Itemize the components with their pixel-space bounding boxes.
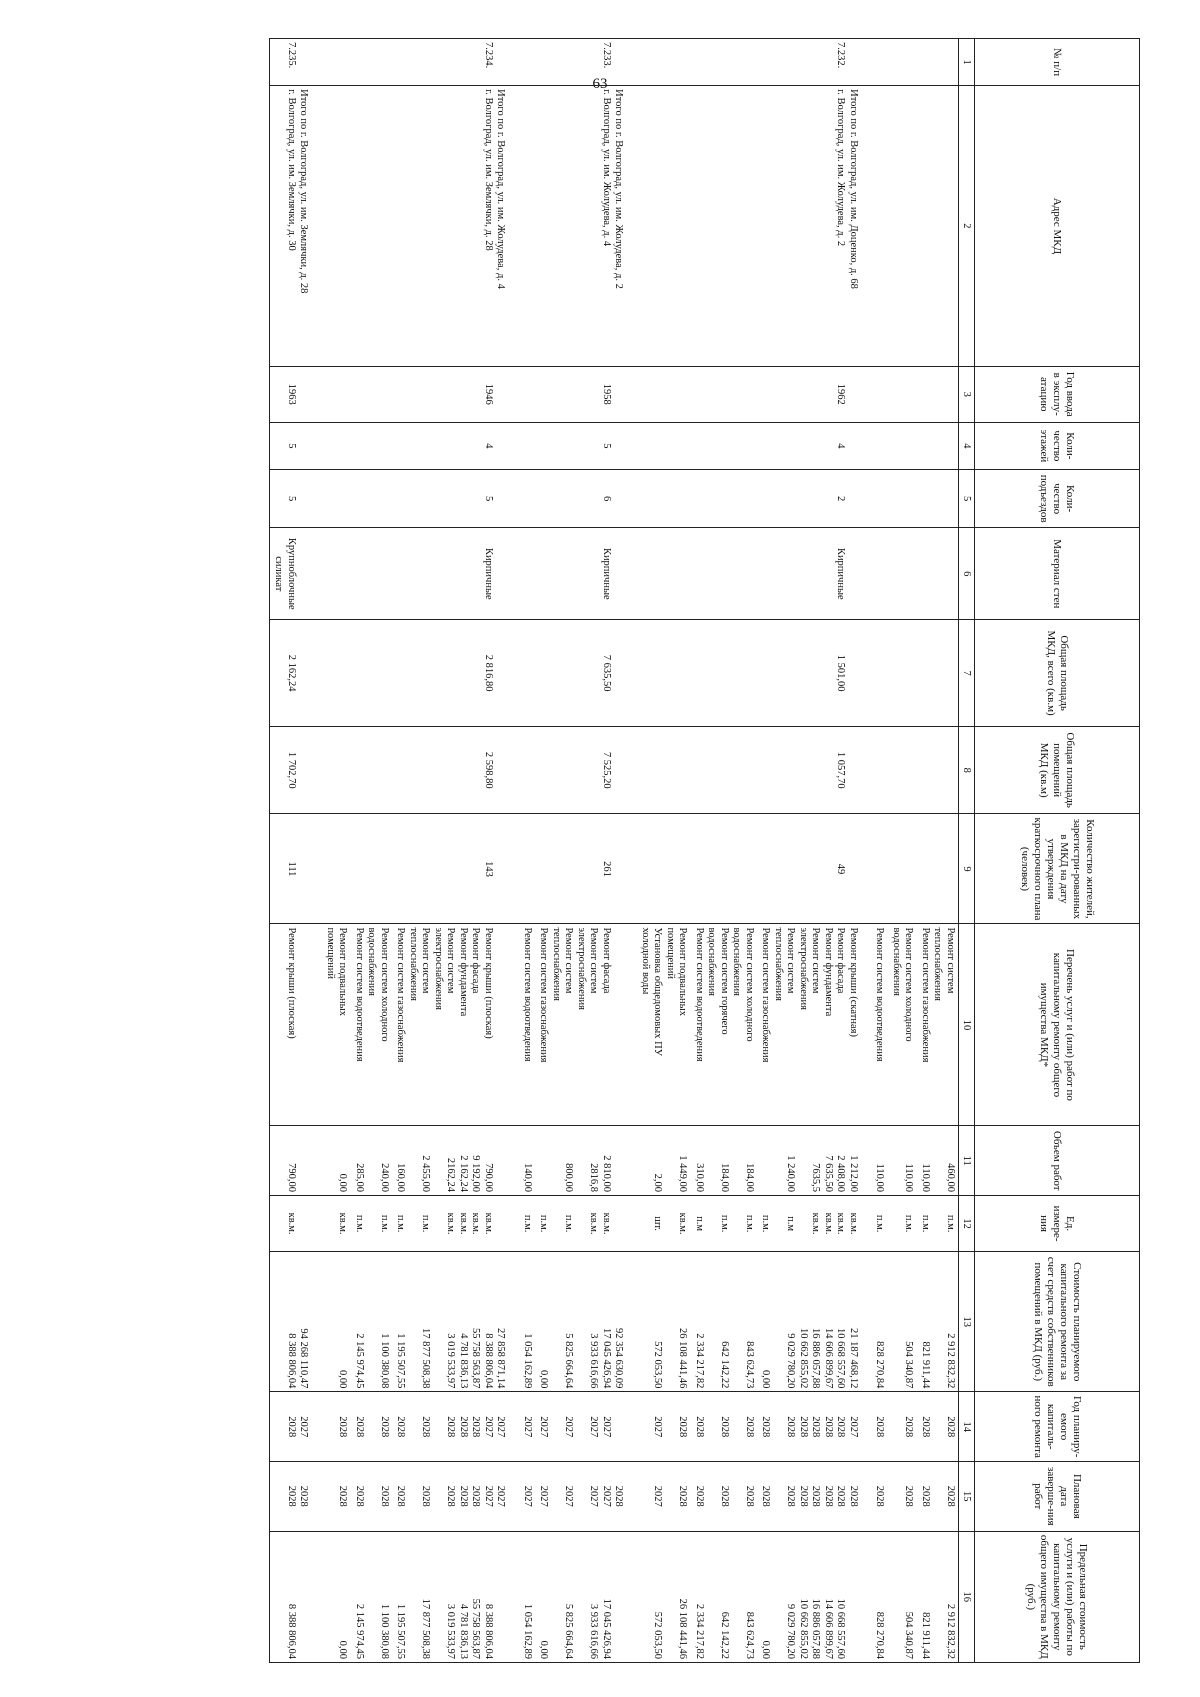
unit-cell: кв.м. кв.м. п.м. п.м.: [535, 1196, 637, 1252]
column-header: Материал стен: [975, 528, 1140, 620]
empty-cell: [871, 39, 888, 86]
limit-cost-cell: 10 668 557,60 14 606 899,67 16 886 057,88 10 662 855,02 9 029 780,20 0,00: [757, 1531, 871, 1662]
row-number: 7.233.: [535, 39, 637, 86]
empty-cell: [888, 620, 917, 727]
empty-cell: [888, 422, 917, 469]
column-number: 1: [959, 39, 975, 86]
empty-cell: [351, 366, 393, 422]
works-cell: Ремонт крыши (скатная) Ремонт фасада Ремонт фундамента Ремонт систем электроснабжения Ремонт систем теплоснабжения Ремонт систем газоснабжения: [757, 924, 871, 1126]
column-number: 15: [959, 1462, 975, 1532]
empty-cell: [519, 39, 536, 86]
empty-cell: [351, 422, 393, 469]
column-number: 5: [959, 469, 975, 527]
empty-cell: [637, 620, 691, 727]
walls-cell: Кирпичные: [392, 528, 519, 620]
cost-cell: 828 270,84: [871, 1252, 888, 1392]
empty-cell: [519, 86, 536, 367]
empty-cell: [519, 469, 536, 527]
column-header: Плановая дата заверше-ния работ: [975, 1462, 1140, 1532]
cost-cell: 27 858 871,14 8 388 806,04 55 758 563,87 4 781 836,13 3 019 533,97 17 877 508,38 1 195 507,55: [392, 1252, 519, 1392]
end-date-cell: 2028 2028 2028 2028 2028 2028 2028: [757, 1462, 871, 1532]
year-cell: 1962: [757, 366, 871, 422]
volume-cell: 2 810,00 2816,8 800,00: [535, 1126, 637, 1196]
unit-cell: кв.м. кв.м. кв.м. кв.м. п.м п.м.: [757, 1196, 871, 1252]
cost-cell: 92 354 630,09 17 045 426,94 3 933 616,66 5 825 664,64 0,00: [535, 1252, 637, 1392]
row-number: 7.234.: [392, 39, 519, 86]
cost-cell: 843 624,73 642 142,22 2 334 217,82: [691, 1252, 758, 1392]
building-row: [270, 39, 322, 1663]
building-row: [757, 39, 871, 1663]
empty-cell: [871, 814, 888, 924]
address-cell: Итого по г. Волгоград, ул. им. Доценко, д. 68 г. Волгоград, ул. им. Жолудева, д. 2: [757, 86, 871, 367]
unit-cell: п.м.: [888, 1196, 917, 1252]
entrances-cell: 6: [535, 469, 637, 527]
empty-cell: [322, 39, 351, 86]
volume-cell: 110,00: [871, 1126, 888, 1196]
repair-year-cell: 2028: [888, 1392, 917, 1462]
empty-cell: [519, 620, 536, 727]
volume-cell: 790,00: [270, 1126, 322, 1196]
empty-cell: [917, 620, 959, 727]
empty-cell: [871, 620, 888, 727]
walls-cell: Кирпичные: [757, 528, 871, 620]
empty-cell: [917, 366, 959, 422]
empty-cell: [519, 422, 536, 469]
floors-cell: 4: [757, 422, 871, 469]
empty-cell: [637, 528, 691, 620]
empty-cell: [519, 814, 536, 924]
works-cell: Ремонт систем холодного водоснабжения: [888, 924, 917, 1126]
year-cell: 1963: [270, 366, 322, 422]
empty-cell: [917, 422, 959, 469]
cost-cell: 1 054 162,89: [519, 1252, 536, 1392]
column-number: 12: [959, 1196, 975, 1252]
empty-cell: [888, 39, 917, 86]
empty-cell: [691, 620, 758, 727]
work-row: [871, 39, 888, 1663]
page-number: 63: [592, 76, 608, 92]
end-date-cell: 2028: [888, 1462, 917, 1532]
column-header: Общая площадь МКД, всего (кв.м): [975, 620, 1140, 727]
work-row: [888, 39, 917, 1663]
limit-cost-cell: 26 108 441,46 572 053,50: [637, 1531, 691, 1662]
empty-cell: [691, 39, 758, 86]
limit-cost-cell: 17 045 426,94 3 933 616,66 5 825 664,64 0,00: [535, 1531, 637, 1662]
unit-cell: кв.м. шт.: [637, 1196, 691, 1252]
cost-cell: 94 268 110,47 8 388 806,04: [270, 1252, 322, 1392]
volume-cell: 1 212,00 2 408,00 7 635,50 7635,5 1 240,00: [757, 1126, 871, 1196]
area-rooms-cell: 7 525,20: [535, 726, 637, 814]
work-row: [322, 39, 351, 1663]
empty-cell: [322, 422, 351, 469]
empty-cell: [888, 469, 917, 527]
header-row: [975, 39, 1140, 1663]
empty-cell: [637, 814, 691, 924]
empty-cell: [637, 366, 691, 422]
volume-cell: 240,00 285,00: [351, 1126, 393, 1196]
work-row: [519, 39, 536, 1663]
area-total-cell: 7 635,50: [535, 620, 637, 727]
empty-cell: [322, 86, 351, 367]
volume-cell: 0,00: [322, 1126, 351, 1196]
unit-cell: п.м.: [871, 1196, 888, 1252]
end-date-cell: 2028 2027 2027 2027 2027: [535, 1462, 637, 1532]
repair-year-cell: 2028 2028: [351, 1392, 393, 1462]
limit-cost-cell: 828 270,84: [871, 1531, 888, 1662]
empty-cell: [691, 726, 758, 814]
empty-cell: [691, 814, 758, 924]
end-date-cell: 2028 2028: [270, 1462, 322, 1532]
empty-cell: [637, 39, 691, 86]
repair-year-cell: 2027 2027 2027 2027: [535, 1392, 637, 1462]
volume-cell: 184,00 184,00 310,00: [691, 1126, 758, 1196]
end-date-cell: 2027: [519, 1462, 536, 1532]
area-rooms-cell: 2 598,80: [392, 726, 519, 814]
column-number: 9: [959, 814, 975, 924]
volume-cell: 1 449,00 2,00: [637, 1126, 691, 1196]
unit-cell: п.м. п.м. п.м: [691, 1196, 758, 1252]
area-rooms-cell: 1 702,70: [270, 726, 322, 814]
column-header: № п/п: [975, 39, 1140, 86]
entrances-cell: 2: [757, 469, 871, 527]
work-row: [351, 39, 393, 1663]
area-total-cell: 2 162,24: [270, 620, 322, 727]
column-header: Коли-чество подъездов: [975, 469, 1140, 527]
column-number: 11: [959, 1126, 975, 1196]
end-date-cell: 2028: [871, 1462, 888, 1532]
works-cell: Ремонт систем теплоснабжения Ремонт систем газоснабжения: [917, 924, 959, 1126]
unit-cell: п.м. п.м.: [917, 1196, 959, 1252]
column-header: Стоимость планируемого капитального ремонта за счет средств собственников помещений в МКД (руб.): [975, 1252, 1140, 1392]
empty-cell: [917, 814, 959, 924]
repair-year-cell: 2028: [322, 1392, 351, 1462]
works-cell: Ремонт подвальных помещений: [322, 924, 351, 1126]
empty-cell: [871, 528, 888, 620]
empty-cell: [917, 86, 959, 367]
unit-cell: п.м.: [519, 1196, 536, 1252]
empty-cell: [351, 86, 393, 367]
repair-year-cell: 2028 2028: [917, 1392, 959, 1462]
entrances-cell: 5: [392, 469, 519, 527]
repair-year-cell: 2028 2028 2028: [691, 1392, 758, 1462]
repair-year-cell: 2027: [519, 1392, 536, 1462]
column-header: Год планиру-емого капиталь-ного ремонта: [975, 1392, 1140, 1462]
volume-cell: 460,00 110,00: [917, 1126, 959, 1196]
end-date-cell: 2028 2028: [351, 1462, 393, 1532]
end-date-cell: 2028: [322, 1462, 351, 1532]
entrances-cell: 5: [270, 469, 322, 527]
column-header: Год ввода в эксплу-атацию: [975, 366, 1140, 422]
limit-cost-cell: 1 054 162,89: [519, 1531, 536, 1662]
empty-cell: [322, 814, 351, 924]
limit-cost-cell: 0,00: [322, 1531, 351, 1662]
building-row: [392, 39, 519, 1663]
empty-cell: [888, 528, 917, 620]
empty-cell: [871, 726, 888, 814]
works-cell: Ремонт фасада Ремонт систем электроснабжения Ремонт систем теплоснабжения Ремонт систем газоснабжения: [535, 924, 637, 1126]
column-header: Коли-чество этажей: [975, 422, 1140, 469]
capital-repair-table: [269, 38, 1140, 1663]
column-number-row: [959, 39, 975, 1663]
column-number: 6: [959, 528, 975, 620]
empty-cell: [888, 86, 917, 367]
volume-cell: 790,00 9 192,00 2 162,24 2162,24 2 455,00 160,00: [392, 1126, 519, 1196]
empty-cell: [351, 726, 393, 814]
volume-cell: 110,00: [888, 1126, 917, 1196]
repair-year-cell: 2027 2028: [270, 1392, 322, 1462]
empty-cell: [691, 528, 758, 620]
limit-cost-cell: 2 912 832,32 821 911,44: [917, 1531, 959, 1662]
column-header: Объем работ: [975, 1126, 1140, 1196]
end-date-cell: 2028 2028 2028: [691, 1462, 758, 1532]
column-number: 10: [959, 924, 975, 1126]
year-cell: 1946: [392, 366, 519, 422]
empty-cell: [871, 86, 888, 367]
limit-cost-cell: 504 340,87: [888, 1531, 917, 1662]
row-number: 7.235.: [270, 39, 322, 86]
empty-cell: [322, 726, 351, 814]
empty-cell: [888, 366, 917, 422]
column-number: 4: [959, 422, 975, 469]
residents-cell: 111: [270, 814, 322, 924]
empty-cell: [351, 528, 393, 620]
area-rooms-cell: 1 057,70: [757, 726, 871, 814]
repair-year-cell: 2027 2028 2028 2028 2028 2028 2028: [757, 1392, 871, 1462]
cost-cell: 0,00: [322, 1252, 351, 1392]
empty-cell: [691, 469, 758, 527]
empty-cell: [917, 528, 959, 620]
year-cell: 1958: [535, 366, 637, 422]
empty-cell: [351, 469, 393, 527]
floors-cell: 4: [392, 422, 519, 469]
walls-cell: Крупноблочные силикат: [270, 528, 322, 620]
work-row: [637, 39, 691, 1663]
empty-cell: [871, 422, 888, 469]
limit-cost-cell: 8 388 806,04 55 758 563,87 4 781 836,13 3 019 533,97 17 877 508,38 1 195 507,55: [392, 1531, 519, 1662]
empty-cell: [917, 469, 959, 527]
works-cell: Ремонт систем холодного водоснабжения Ремонт систем горячего водоснабжения Ремонт систем водоотведения: [691, 924, 758, 1126]
cost-cell: 21 187 468,12 10 668 557,60 14 606 899,67 16 886 057,88 10 662 855,02 9 029 780,20 0,00: [757, 1252, 871, 1392]
address-cell: Итого по г. Волгоград, ул. им. Жолудева, д. 4 г. Волгоград, ул. им. Землячки, д. 28: [392, 86, 519, 367]
cost-cell: 1 100 380,08 2 145 974,45: [351, 1252, 393, 1392]
works-cell: Ремонт крыши (плоская) Ремонт фасада Ремонт фундамента Ремонт систем электроснабжения Ремонт систем теплоснабжения Ремонт систем газоснабжения: [392, 924, 519, 1126]
work-row: [917, 39, 959, 1663]
floors-cell: 5: [270, 422, 322, 469]
column-number: 2: [959, 86, 975, 367]
end-date-cell: 2028 2028: [917, 1462, 959, 1532]
unit-cell: п.м. п.м.: [351, 1196, 393, 1252]
empty-cell: [637, 86, 691, 367]
empty-cell: [888, 726, 917, 814]
works-cell: Ремонт подвальных помещений Установка общедомовых ПУ холодной воды: [637, 924, 691, 1126]
empty-cell: [519, 726, 536, 814]
column-number: 8: [959, 726, 975, 814]
cost-cell: 504 340,87: [888, 1252, 917, 1392]
empty-cell: [917, 39, 959, 86]
building-row: [535, 39, 637, 1663]
empty-cell: [351, 814, 393, 924]
work-row: [691, 39, 758, 1663]
empty-cell: [637, 726, 691, 814]
cost-cell: 2 912 832,32 821 911,44: [917, 1252, 959, 1392]
column-number: 13: [959, 1252, 975, 1392]
column-number: 7: [959, 620, 975, 727]
column-number: 14: [959, 1392, 975, 1462]
address-cell: Итого по г. Волгоград, ул. им. Жолудева, д. 2 г. Волгоград, ул. им. Жолудева, д. 4: [535, 86, 637, 367]
residents-cell: 143: [392, 814, 519, 924]
residents-cell: 49: [757, 814, 871, 924]
floors-cell: 5: [535, 422, 637, 469]
empty-cell: [519, 366, 536, 422]
works-cell: Ремонт систем холодного водоснабжения Ремонт систем водоотведения: [351, 924, 393, 1126]
empty-cell: [691, 422, 758, 469]
column-header: Перечень услуг и (или) работ по капитальному ремонту общего имущества МКД*: [975, 924, 1140, 1126]
column-header: Предельная стоимость услуги и (или) работы по капитальному ремонту общего имущества в МКД (руб.): [975, 1531, 1140, 1662]
rotated-table-sheet: [40, 38, 1140, 1663]
walls-cell: Кирпичные: [535, 528, 637, 620]
limit-cost-cell: 8 388 806,04: [270, 1531, 322, 1662]
residents-cell: 261: [535, 814, 637, 924]
empty-cell: [691, 86, 758, 367]
empty-cell: [322, 528, 351, 620]
limit-cost-cell: 1 100 380,08 2 145 974,45: [351, 1531, 393, 1662]
repair-year-cell: 2028: [871, 1392, 888, 1462]
empty-cell: [691, 366, 758, 422]
row-number: 7.232.: [757, 39, 871, 86]
column-header: Общая площадь помещений МКД (кв.м): [975, 726, 1140, 814]
empty-cell: [871, 366, 888, 422]
works-cell: Ремонт систем водоотведения: [871, 924, 888, 1126]
cost-cell: 26 108 441,46 572 053,50: [637, 1252, 691, 1392]
column-header: Количество жителей, зарегистри-рованных в МКД на дату утверждения краткосрочного плана (человек): [975, 814, 1140, 924]
volume-cell: 140,00: [519, 1126, 536, 1196]
empty-cell: [322, 620, 351, 727]
empty-cell: [637, 469, 691, 527]
address-cell: Итого по г. Волгоград, ул. им. Землячки, д. 28 г. Волгоград, ул. им. Землячки, д. 30: [270, 86, 322, 367]
empty-cell: [871, 469, 888, 527]
area-total-cell: 2 816,80: [392, 620, 519, 727]
column-number: 3: [959, 366, 975, 422]
empty-cell: [322, 366, 351, 422]
end-date-cell: 2027 2027 2028 2028 2028 2028 2028: [392, 1462, 519, 1532]
column-header: Ед. измере-ния: [975, 1196, 1140, 1252]
unit-cell: кв.м.: [322, 1196, 351, 1252]
empty-cell: [351, 620, 393, 727]
repair-year-cell: 2027 2027 2028 2028 2028 2028 2028: [392, 1392, 519, 1462]
column-header: Адрес МКД: [975, 86, 1140, 367]
area-total-cell: 1 501,00: [757, 620, 871, 727]
repair-year-cell: 2028 2027: [637, 1392, 691, 1462]
unit-cell: кв.м. кв.м. кв.м. кв.м. п.м. п.м.: [392, 1196, 519, 1252]
empty-cell: [519, 528, 536, 620]
unit-cell: кв.м.: [270, 1196, 322, 1252]
table-body: [270, 39, 959, 1663]
limit-cost-cell: 843 624,73 642 142,22 2 334 217,82: [691, 1531, 758, 1662]
column-number: 16: [959, 1531, 975, 1662]
empty-cell: [917, 726, 959, 814]
works-cell: Ремонт крыши (плоская): [270, 924, 322, 1126]
empty-cell: [322, 469, 351, 527]
empty-cell: [351, 39, 393, 86]
end-date-cell: 2028 2027: [637, 1462, 691, 1532]
works-cell: Ремонт систем водоотведения: [519, 924, 536, 1126]
empty-cell: [637, 422, 691, 469]
empty-cell: [888, 814, 917, 924]
